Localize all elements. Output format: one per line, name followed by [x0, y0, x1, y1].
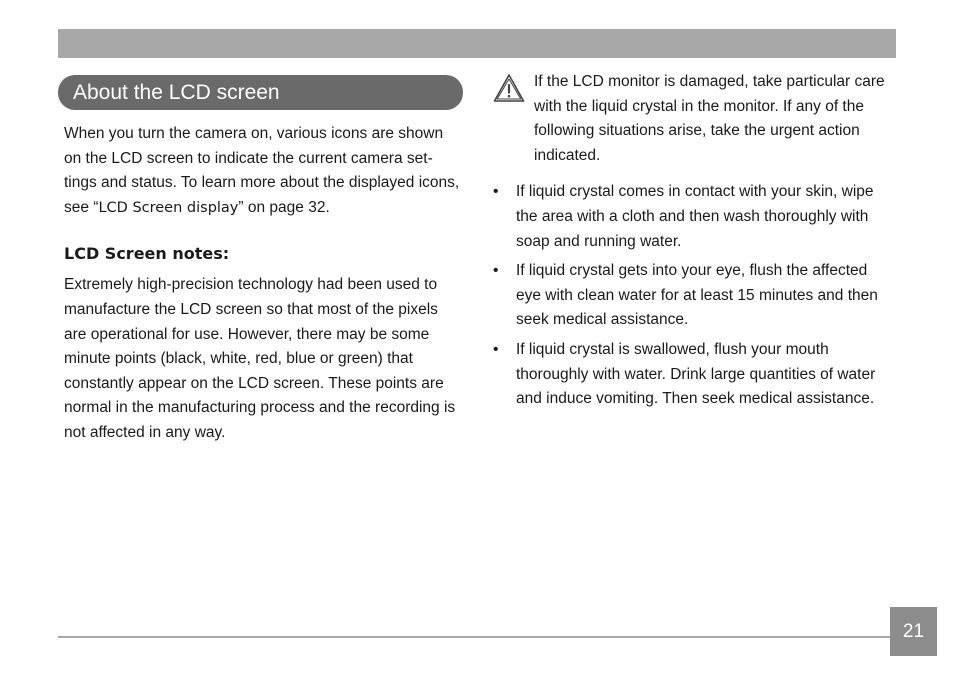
section-title: About the LCD screen — [58, 75, 463, 110]
right-column — [492, 70, 896, 417]
page-number: 21 — [890, 607, 937, 656]
left-column — [64, 122, 462, 446]
list-item-text: If liquid crystal is swallowed, flush your mouth thoroughly with water. Drink large quantities of water and induce vomiting. Then seek medical assistance. — [516, 340, 876, 408]
intro-cross-reference: LCD Screen display — [98, 199, 239, 216]
footer-rule — [58, 636, 890, 638]
notes-heading: LCD Screen notes: — [64, 244, 230, 264]
list-item-text: If liquid crystal comes in contact with your skin, wipe the area with a cloth and then wash thoroughly with soap and running water. — [516, 183, 874, 250]
list-item-text: If liquid crystal gets into your eye, flush the affected eye with clean water for at least 15 minutes and then seek medical assistance. — [516, 262, 878, 329]
bullet-marker: • — [493, 262, 499, 280]
list-item — [492, 338, 896, 412]
bullet-list — [492, 180, 896, 411]
intro-text-after: ” on page 32. — [238, 198, 330, 216]
notes-paragraph: Extremely high-precision technology had been used to manufacture the LCD screen so that most of the pixels are operational for use. However, there may be some minute points (black, white, red, blue or green) that constantly appear on the LCD screen. These points are normal in the manufacturing process and the recording is not affected in any way. — [64, 276, 456, 441]
bullet-marker: • — [493, 340, 499, 358]
list-item — [492, 180, 896, 254]
warning-note — [492, 70, 896, 168]
bullet-marker: • — [493, 183, 499, 201]
list-item — [492, 259, 896, 333]
header-bar — [58, 29, 896, 58]
intro-text-before: When you turn the camera on, various icons are shown on the LCD screen to indicate the current camera set-tings and status. To learn more about the displayed icons, see “ — [64, 125, 460, 216]
intro-paragraph — [64, 122, 462, 220]
warning-triangle-icon — [492, 72, 526, 104]
warning-text: If the LCD monitor is damaged, take particular care with the liquid crystal in the monitor. If any of the following situations arise, take the urgent action indicated. — [534, 73, 885, 164]
